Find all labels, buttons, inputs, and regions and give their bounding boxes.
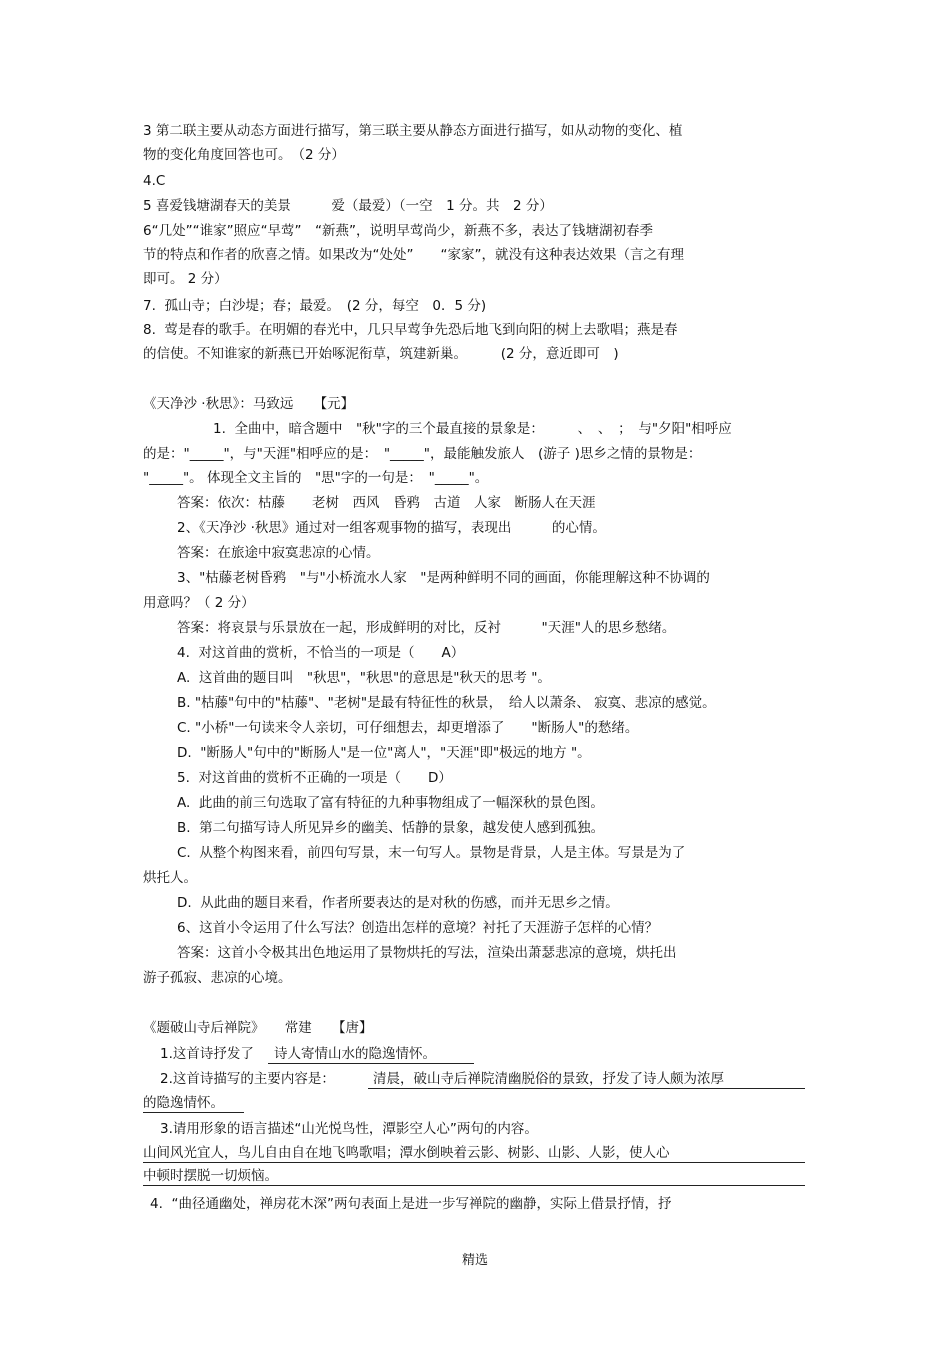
- section2-title: 《天净沙 ·秋思》：马致远 【元】: [143, 396, 355, 412]
- poem-q2-answer-line1: 清晨，破山寺后禅院清幽脱俗的景致，抒发了诗人颇为浓厚: [373, 1071, 724, 1087]
- question-5-option-a: A. 此曲的前三句选取了富有特征的九种事物组成了一幅深秋的景色图。: [177, 795, 604, 811]
- question-1-line1: 1. 全曲中，暗含题中 "秋"字的三个最直接的景象是： 、 、 ； 与"夕阳"相呼应: [213, 421, 732, 437]
- answer-6-line2: 节的特点和作者的欣喜之情。如果改为“处处” “家家”，就没有这种表达效果（言之有理: [143, 247, 684, 263]
- answer-underline: [268, 1063, 474, 1064]
- question-3-line2: 用意吗？（ 2 分）: [143, 595, 255, 611]
- answer-8-line1: 8. 莺是春的歌手。在明媚的春光中，几只早莺争先恐后地飞到向阳的树上去歌唱；燕是春: [143, 322, 678, 338]
- answer-7: 7. 孤山寺；白沙堤；春；最爱。 (2 分，每空 0．5 分): [143, 298, 487, 314]
- answer-6-line1: 答案：这首小令极其出色地运用了景物烘托的写法，渲染出萧瑟悲凉的意境，烘托出: [177, 945, 677, 961]
- question-5-option-c: C. 从整个构图来看，前四句写景，末一句写人。景物是背景，人是主体。写景是为了: [177, 845, 686, 861]
- poem-q1-answer: 诗人寄情山水的隐逸情怀。: [274, 1046, 436, 1062]
- page-footer: 精选: [461, 1253, 488, 1268]
- poem-q4: 4. “曲径通幽处，禅房花木深”两句表面上是进一步写禅院的幽静，实际上借景抒情，抒: [150, 1196, 672, 1212]
- answer-6-line2: 游子孤寂、悲凉的心境。: [143, 970, 292, 986]
- answer-underline: [368, 1088, 805, 1089]
- answer-3-line2: 物的变化角度回答也可。 （2 分）: [143, 147, 345, 163]
- answer-5: 5 喜爱钱塘湖春天的美景 爱（最爱）（一空 1 分。共 2 分）: [143, 198, 553, 214]
- answer-4: 4.C: [143, 173, 166, 189]
- section3-title: 《题破山寺后禅院》 常建 【唐】: [143, 1020, 373, 1036]
- poem-q3-answer-line1: 山间风光宜人，鸟儿自由自在地飞鸣歌唱；潭水倒映着云影、树影、山影、人影，使人心: [143, 1145, 670, 1161]
- question-4-option-c: C. "小桥"一句读来令人亲切，可仔细想去，却更增添了 "断肠人"的愁绪。: [177, 720, 639, 736]
- answer-underline: [143, 1112, 244, 1113]
- answer-underline: [143, 1162, 805, 1163]
- answer-1: 答案：依次：枯藤 老树 西风 昏鸦 古道 人家 断肠人在天涯: [177, 495, 596, 511]
- question-5-option-d: D. 从此曲的题目来看，作者所要表达的是对秋的伤感，而并无思乡之情。: [177, 895, 619, 911]
- question-6: 6、这首小令运用了什么写法？创造出怎样的意境？衬托了天涯游子怎样的心情？: [177, 920, 659, 936]
- answer-8-line2: 的信使。不知谁家的新燕已开始啄泥衔草，筑建新巢。 (2 分，意近即可 ): [143, 346, 619, 362]
- poem-q3-answer-line2: 中顿时摆脱一切烦恼。: [143, 1168, 278, 1184]
- poem-q2-label: 2.这首诗描写的主要内容是：: [160, 1071, 335, 1087]
- answer-3: 答案：将哀景与乐景放在一起，形成鲜明的对比，反衬 "天涯"人的思乡愁绪。: [177, 620, 676, 636]
- answer-underline: [143, 1185, 805, 1186]
- question-4: 4. 对这首曲的赏析，不恰当的一项是（ A）: [177, 645, 465, 661]
- answer-6-line3: 即可。 2 分）: [143, 271, 228, 287]
- question-5-option-b: B. 第二句描写诗人所见异乡的幽美、恬静的景象，越发使人感到孤独。: [177, 820, 605, 836]
- answer-6-line1: 6“几处”“谁家”照应“早莺” “新燕”，说明早莺尚少，新燕不多，表达了钱塘湖初春季: [143, 223, 654, 239]
- answer-3-line1: 3 第二联主要从动态方面进行描写，第三联主要从静态方面进行描写，如从动物的变化、植: [143, 123, 683, 139]
- question-4-option-d: D. "断肠人"句中的"断肠人"是一位"离人"，"天涯"即"极远的地方 "。: [177, 745, 591, 761]
- poem-q2-answer-line2: 的隐逸情怀。: [143, 1095, 224, 1111]
- poem-q1-label: 1.这首诗抒发了: [160, 1046, 254, 1062]
- question-5: 5. 对这首曲的赏析不正确的一项是（ D）: [177, 770, 452, 786]
- question-1-line3: "_____"。 体现全文主旨的 "思"字的一句是： "_____"。: [143, 470, 489, 486]
- poem-q3: 3.请用形象的语言描述“山光悦鸟性，潭影空人心”两句的内容。: [160, 1121, 538, 1137]
- question-5-option-c-cont: 烘托人。: [143, 870, 197, 886]
- question-3-line1: 3、"枯藤老树昏鸦 "与"小桥流水人家 "是两种鲜明不同的画面，你能理解这种不协调的: [177, 570, 710, 586]
- answer-2: 答案：在旅途中寂寞悲凉的心情。: [177, 545, 380, 561]
- question-4-option-a: A. 这首曲的题目叫 "秋思"，"秋思"的意思是"秋天的思考 "。: [177, 670, 551, 686]
- question-2: 2、《天净沙 ·秋思》通过对一组客观事物的描写，表现出 的心情。: [177, 520, 606, 536]
- question-4-option-b: B. "枯藤"句中的"枯藤"、"老树"是最有特征性的秋景， 给人以萧条、 寂寞、悲凉的感觉。: [177, 695, 716, 711]
- question-1-line2: 的是："_____"，与"天涯"相呼应的是： "_____"，最能触发旅人 (游子 )思乡之情的景物是：: [143, 446, 702, 462]
